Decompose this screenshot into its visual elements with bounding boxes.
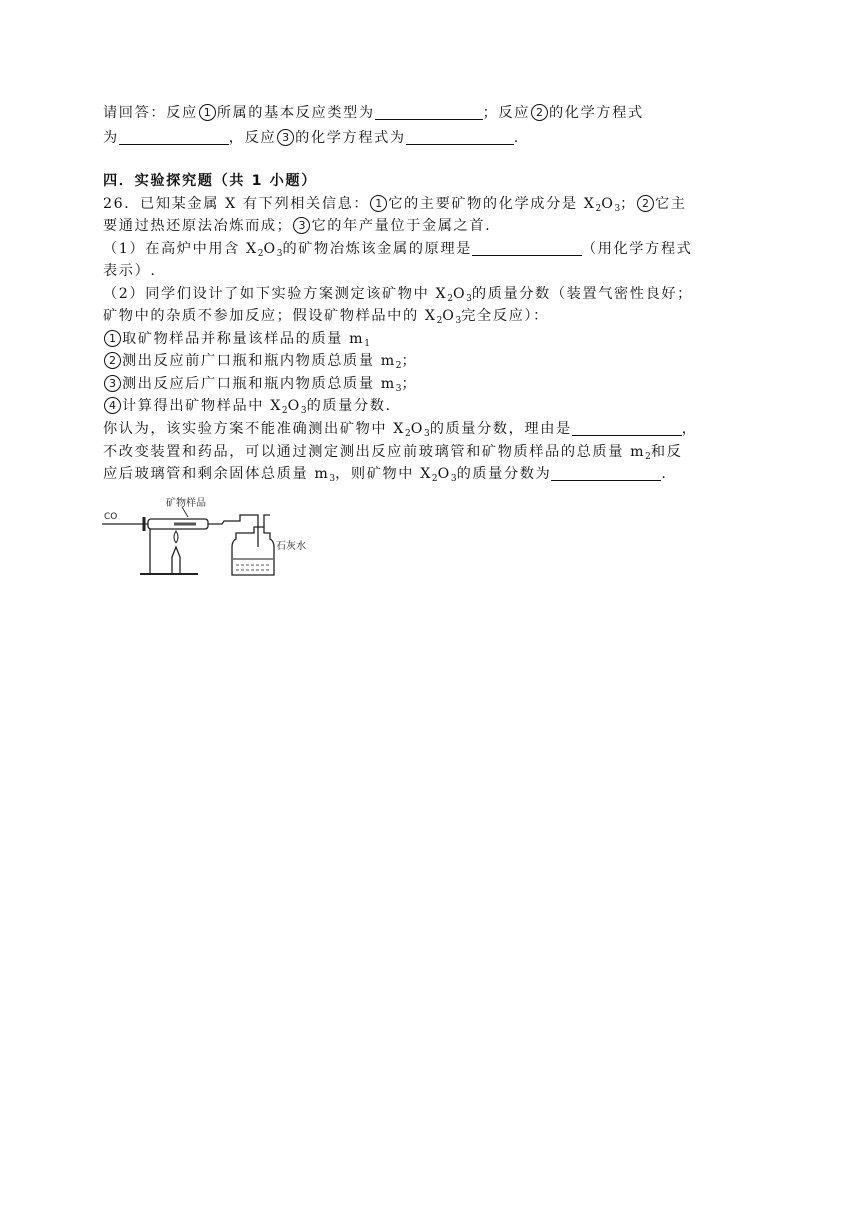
subscript: 3 xyxy=(329,474,336,484)
text: . xyxy=(661,466,668,482)
q26-part2-line-2 xyxy=(103,305,549,327)
circled-number-4: 4 xyxy=(104,397,121,414)
text: ；反应 xyxy=(482,105,530,121)
circled-number-1: 1 xyxy=(199,104,216,121)
q26-reason-line-1 xyxy=(103,418,698,440)
limewater-label: 石灰水 xyxy=(276,541,306,552)
text: （用化学方程式 xyxy=(581,241,693,257)
q26-step-1 xyxy=(103,328,370,350)
subscript: 3 xyxy=(276,249,283,259)
text: 取矿物样品并称量该样品的质量 m xyxy=(122,331,365,347)
burner xyxy=(172,547,180,573)
subscript: 3 xyxy=(423,429,430,439)
q25-line-1 xyxy=(103,102,644,124)
subscript: 1 xyxy=(364,339,370,349)
q26-line-2 xyxy=(103,215,491,237)
text: ， xyxy=(681,421,698,437)
text: 表示）. xyxy=(103,263,157,279)
q26-part2-line-1 xyxy=(103,283,693,305)
text: O xyxy=(263,241,277,257)
text: 测出反应前广口瓶和瓶内物质总质量 m xyxy=(122,353,396,369)
text: 完全反应）： xyxy=(461,308,549,324)
text: 要通过热还原法冶炼而成； xyxy=(103,218,293,234)
text: 的质量分数（装置气密性良好； xyxy=(471,286,693,302)
text: 的化学方程式 xyxy=(549,105,644,121)
answer-blank[interactable] xyxy=(375,103,483,120)
text: （2）同学们设计了如下实验方案测定该矿物中 X xyxy=(103,286,448,302)
text: 矿物中的杂质不参加反应；假设矿物样品中的 X xyxy=(103,308,437,324)
circled-number-2: 2 xyxy=(104,352,121,369)
text: ； xyxy=(401,376,418,392)
text: O xyxy=(437,466,451,482)
text: 它主 xyxy=(654,196,687,212)
text: ； xyxy=(620,196,636,212)
apparatus-diagram xyxy=(100,497,310,581)
subscript: 2 xyxy=(281,406,288,416)
subscript: 3 xyxy=(455,316,462,326)
answer-blank[interactable] xyxy=(406,128,514,145)
text: 为 xyxy=(103,130,119,146)
circled-number-2: 2 xyxy=(637,195,654,212)
answer-blank[interactable] xyxy=(472,239,582,256)
circled-number-3: 3 xyxy=(104,375,121,392)
circled-number-1: 1 xyxy=(370,195,387,212)
q25-line-2 xyxy=(103,127,520,149)
text: 它的主要矿物的化学成分是 X xyxy=(388,196,596,212)
text: 它的年产量位于金属之首. xyxy=(311,218,492,234)
answer-blank[interactable] xyxy=(572,419,682,436)
q26-reason-line-3 xyxy=(103,463,667,485)
text: . xyxy=(513,130,520,146)
q26-part1-line-1 xyxy=(103,238,692,260)
text: 的质量分数. xyxy=(306,398,392,414)
q26-step-2 xyxy=(103,350,417,372)
answer-blank[interactable] xyxy=(551,464,661,481)
circled-number-3: 3 xyxy=(293,217,310,234)
text: （1）在高炉中用含 X xyxy=(103,241,258,257)
text: 你认为，该实验方案不能准确测出矿物中 X xyxy=(103,421,405,437)
circled-number-3: 3 xyxy=(277,129,294,146)
subscript: 2 xyxy=(431,474,438,484)
flame xyxy=(174,531,178,543)
text: 的质量分数，理由是 xyxy=(429,421,572,437)
text: 所属的基本反应类型为 xyxy=(216,105,375,121)
exit-tube xyxy=(264,515,270,527)
text: ，则矿物中 X xyxy=(335,466,432,482)
subscript: 2 xyxy=(395,361,402,371)
text: 应后玻璃管和剩余固体总质量 m xyxy=(103,466,330,482)
text: 测出反应后广口瓶和瓶内物质总质量 m xyxy=(122,376,396,392)
section-title: 四．实验探究题（共 1 小题） xyxy=(103,173,318,189)
subscript: 2 xyxy=(447,294,453,304)
subscript: 3 xyxy=(300,406,307,416)
text: O xyxy=(442,308,456,324)
text: O xyxy=(601,196,615,212)
text: ； xyxy=(401,353,418,369)
subscript: 2 xyxy=(257,249,264,259)
circled-number-2: 2 xyxy=(531,104,548,121)
text: O xyxy=(287,398,301,414)
q26-step-3 xyxy=(103,373,417,395)
q26-step-4 xyxy=(103,395,392,417)
text: 的质量分数为 xyxy=(456,466,552,482)
subscript: 3 xyxy=(450,474,457,484)
q26-part1-line-2 xyxy=(103,260,156,282)
subscript: 2 xyxy=(405,429,411,439)
co-label: CO xyxy=(104,512,118,522)
wide-mouth-bottle xyxy=(232,527,274,575)
q26-line-1 xyxy=(103,193,687,215)
subscript: 3 xyxy=(395,384,402,394)
q26-reason-line-2 xyxy=(103,441,682,463)
text: O xyxy=(452,286,467,302)
text: 请回答：反应 xyxy=(103,105,198,121)
answer-blank[interactable] xyxy=(119,128,229,145)
text: 和反 xyxy=(650,444,683,460)
text: ，反应 xyxy=(228,130,277,146)
subscript: 2 xyxy=(436,316,443,326)
subscript: 2 xyxy=(595,204,602,214)
subscript: 2 xyxy=(645,452,651,462)
text: 不改变装置和药品，可以通过测定测出反应前玻璃管和矿物质样品的总质量 m xyxy=(103,444,646,460)
circled-number-1: 1 xyxy=(104,330,121,347)
subscript: 3 xyxy=(614,204,621,214)
text: 的矿物冶炼该金属的原理是 xyxy=(282,241,472,257)
text: O xyxy=(410,421,424,437)
text: 的化学方程式为 xyxy=(295,130,406,146)
text: 计算得出矿物样品中 X xyxy=(122,398,282,414)
subscript: 3 xyxy=(466,294,472,304)
sample-label: 矿物样品 xyxy=(166,498,206,509)
text: 26．已知某金属 X 有下列相关信息： xyxy=(103,196,370,212)
